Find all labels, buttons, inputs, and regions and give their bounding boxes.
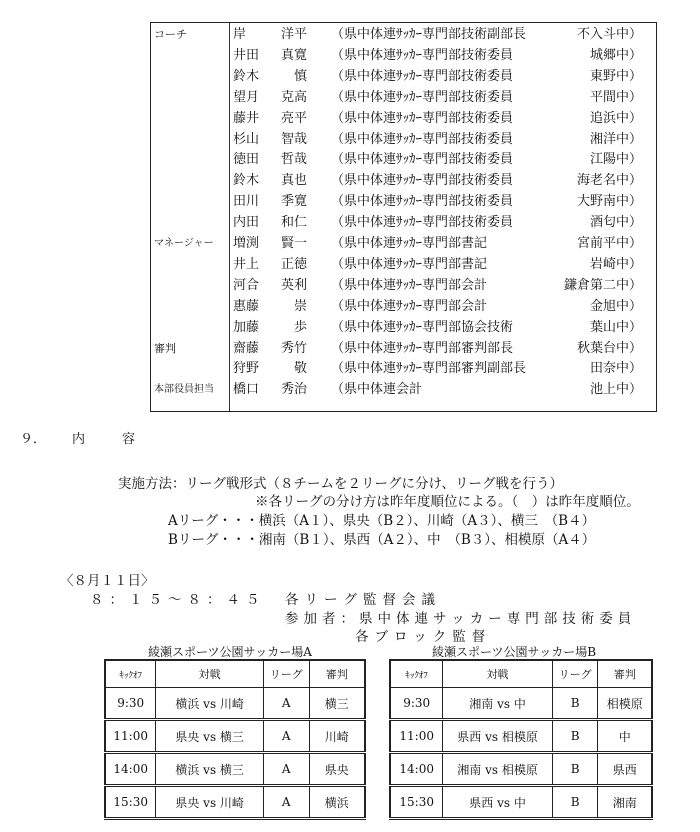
staff-role: 審判 xyxy=(154,341,176,355)
table-cell: 15:30 xyxy=(390,786,443,819)
staff-post: （県中体連ｻｯｶｰ専門部書記 xyxy=(331,236,488,251)
staff-given-name: 洋平 xyxy=(280,27,307,42)
staff-name xyxy=(233,191,307,213)
table-cell: A xyxy=(263,688,309,720)
table-cell: 県西 vs 中 xyxy=(443,786,552,819)
staff-school: 東野中） xyxy=(589,68,642,84)
staff-row xyxy=(151,275,656,297)
table-cell: B xyxy=(552,720,598,753)
table-header-cell: リーグ xyxy=(263,660,309,688)
staff-school: 秋葉台中） xyxy=(576,340,642,356)
staff-post: （県中体連ｻｯｶｰ専門部技術委員 xyxy=(331,89,514,105)
staff-name xyxy=(233,66,307,88)
staff-name xyxy=(233,317,307,339)
staff-given-name: 季寛 xyxy=(280,194,307,210)
staff-family-name: 杉山 xyxy=(233,131,260,147)
table-header-row xyxy=(390,660,652,688)
staff-name xyxy=(233,338,307,360)
staff-school: 金旭中） xyxy=(589,298,642,314)
table-cell: 県央 vs 川崎 xyxy=(156,786,263,819)
staff-family-name: 鈴木 xyxy=(233,68,260,84)
staff-given-name: 真寛 xyxy=(280,47,307,63)
schedule-time: ８：１５～８：４５ xyxy=(90,592,266,608)
staff-post: （県中体連ｻｯｶｰ専門部会計 xyxy=(331,277,488,293)
table-cell: 9:30 xyxy=(390,688,443,720)
table-cell: B xyxy=(552,753,598,786)
staff-row xyxy=(151,24,656,46)
staff-family-name: 岸 xyxy=(233,27,247,42)
staff-post: （県中体連ｻｯｶｰ専門部書記 xyxy=(331,256,488,272)
staff-row xyxy=(151,66,656,88)
staff-row xyxy=(151,317,656,339)
table-cell: 県央 vs 横三 xyxy=(156,720,263,753)
table-header-cell: リーグ xyxy=(552,660,598,688)
staff-name xyxy=(233,379,307,401)
staff-family-name: 齋藤 xyxy=(233,340,260,356)
table-header-cell: ｷｯｸｵﾌ xyxy=(390,660,443,688)
staff-given-name: 敬 xyxy=(293,361,307,377)
schedule-date: 〈８月１１日〉 xyxy=(60,573,155,589)
staff-school: 岩崎中） xyxy=(589,256,642,272)
staff-given-name: 慎 xyxy=(293,68,307,84)
league-a-line: Aリーグ・・・横浜（A１）、県央（B２）、川崎（A３）、横三 （B４） xyxy=(168,513,596,529)
table-header-cell: 審判 xyxy=(309,660,365,688)
staff-post: （県中体連ｻｯｶｰ専門部技術委員 xyxy=(331,68,514,84)
staff-row xyxy=(151,212,656,234)
staff-family-name: 藤井 xyxy=(233,110,260,126)
staff-post: （県中体連ｻｯｶｰ専門部技術委員 xyxy=(331,173,514,189)
table-cell: 湘南 xyxy=(598,786,652,819)
match-table-b xyxy=(389,659,653,820)
staff-name xyxy=(233,24,307,46)
staff-school: 池上中） xyxy=(589,382,642,398)
staff-given-name: 賢一 xyxy=(280,236,307,251)
staff-row xyxy=(151,149,656,171)
staff-given-name: 英利 xyxy=(280,277,307,293)
section-title-part1: 内 xyxy=(72,432,86,447)
staff-row xyxy=(151,338,656,360)
staff-role: マネージャー xyxy=(154,238,214,249)
staff-family-name: 橋口 xyxy=(233,382,260,398)
table-cell: 14:00 xyxy=(105,753,156,786)
staff-family-name: 井田 xyxy=(233,47,260,63)
staff-name xyxy=(233,45,307,67)
table-cell: 横浜 vs 横三 xyxy=(156,753,263,786)
staff-school: 海老名中） xyxy=(576,173,642,189)
staff-post: （県中体連ｻｯｶｰ専門部技術副部長 xyxy=(331,27,527,42)
table-cell: 11:00 xyxy=(390,720,443,753)
schedule-event: 各リーグ監督会議 xyxy=(285,592,441,608)
table-row xyxy=(390,753,652,786)
staff-school: 宮前平中） xyxy=(576,236,642,251)
staff-role: 本部役員担当 xyxy=(154,384,214,396)
table-cell: 9:30 xyxy=(105,688,156,720)
staff-given-name: 克高 xyxy=(280,89,307,105)
staff-family-name: 井上 xyxy=(233,256,260,272)
staff-table xyxy=(150,22,657,412)
staff-name xyxy=(233,275,307,297)
table-cell: 県西 xyxy=(598,753,652,786)
staff-family-name: 河合 xyxy=(233,277,260,293)
staff-family-name: 鈴木 xyxy=(233,173,260,189)
match-table-a xyxy=(104,659,366,820)
table-cell: A xyxy=(263,786,309,819)
table-cell: 中 xyxy=(598,720,652,753)
staff-family-name: 惠藤 xyxy=(233,298,260,314)
staff-row xyxy=(151,170,656,192)
staff-school: 大野南中） xyxy=(576,194,642,210)
staff-post: （県中体連会計 xyxy=(331,382,423,398)
table-cell: 横三 xyxy=(309,688,365,720)
staff-post: （県中体連ｻｯｶｰ専門部審判副部長 xyxy=(331,361,527,377)
staff-school: 城郷中） xyxy=(589,47,642,63)
table-cell: 横浜 xyxy=(309,786,365,819)
staff-school: 湘洋中） xyxy=(589,131,642,147)
venue-a-title: 綾瀬スポーツ公園サッカー場A xyxy=(148,645,312,659)
staff-family-name: 田川 xyxy=(233,194,260,210)
table-cell: A xyxy=(263,753,309,786)
table-row xyxy=(390,688,652,720)
staff-school: 不入斗中） xyxy=(576,27,642,42)
section-title-part2: 容 xyxy=(122,432,136,447)
staff-given-name: 秀竹 xyxy=(280,340,307,356)
staff-family-name: 狩野 xyxy=(233,361,260,377)
staff-role: コーチ xyxy=(154,28,187,41)
staff-family-name: 内田 xyxy=(233,215,260,231)
method-line: 実施方法：リーグ戦形式（８チームを２リーグに分け、リーグ戦を行う） xyxy=(118,476,563,492)
staff-name xyxy=(233,149,307,171)
staff-row xyxy=(151,379,656,401)
staff-school: 江陽中） xyxy=(589,152,642,168)
staff-post: （県中体連ｻｯｶｰ専門部技術委員 xyxy=(331,131,514,147)
table-cell: A xyxy=(263,720,309,753)
section-number: ９． xyxy=(20,432,47,447)
staff-given-name: 和仁 xyxy=(280,215,307,231)
staff-name xyxy=(233,87,307,109)
staff-school: 追浜中） xyxy=(589,110,642,126)
staff-post: （県中体連ｻｯｶｰ専門部技術委員 xyxy=(331,152,514,168)
table-header-cell: 対戦 xyxy=(443,660,552,688)
staff-row xyxy=(151,254,656,276)
table-header-cell: 対戦 xyxy=(156,660,263,688)
table-cell: 湘南 vs 中 xyxy=(443,688,552,720)
table-cell: 15:30 xyxy=(105,786,156,819)
staff-given-name: 崇 xyxy=(293,298,307,314)
staff-name xyxy=(233,358,307,380)
staff-row xyxy=(151,233,656,255)
staff-school: 葉山中） xyxy=(589,319,642,335)
staff-school: 酒匂中） xyxy=(589,215,642,231)
staff-row xyxy=(151,129,656,151)
schedule-participants: 参加者：県中体連サッカー専門部技術委員 xyxy=(285,611,637,627)
venue-b-title: 綾瀬スポーツ公園サッカー場B xyxy=(432,645,597,659)
staff-family-name: 望月 xyxy=(233,89,260,105)
table-cell: 11:00 xyxy=(105,720,156,753)
table-cell: 湘南 vs 相模原 xyxy=(443,753,552,786)
table-cell: 川崎 xyxy=(309,720,365,753)
staff-post: （県中体連ｻｯｶｰ専門部技術委員 xyxy=(331,110,514,126)
staff-school: 鎌倉第二中） xyxy=(563,277,642,293)
table-row xyxy=(105,688,365,720)
staff-row xyxy=(151,108,656,130)
table-cell: 県西 vs 相模原 xyxy=(443,720,552,753)
staff-post: （県中体連ｻｯｶｰ専門部技術委員 xyxy=(331,47,514,63)
table-row xyxy=(105,786,365,819)
table-cell: 14:00 xyxy=(390,753,443,786)
table-cell: 県央 xyxy=(309,753,365,786)
staff-post: （県中体連ｻｯｶｰ専門部技術委員 xyxy=(331,194,514,210)
staff-post: （県中体連ｻｯｶｰ専門部審判部長 xyxy=(331,340,514,356)
table-row xyxy=(390,720,652,753)
staff-name xyxy=(233,254,307,276)
table-row xyxy=(105,720,365,753)
staff-row xyxy=(151,358,656,380)
staff-given-name: 真也 xyxy=(280,173,307,189)
staff-row xyxy=(151,191,656,213)
staff-school: 平間中） xyxy=(589,89,642,105)
schedule-participants-2: 各ブロック監督 xyxy=(355,629,492,645)
table-cell: 相模原 xyxy=(598,688,652,720)
staff-family-name: 徳田 xyxy=(233,152,260,168)
staff-post: （県中体連ｻｯｶｰ専門部技術委員 xyxy=(331,215,514,231)
table-cell: B xyxy=(552,688,598,720)
table-header-cell: ｷｯｸｵﾌ xyxy=(105,660,156,688)
staff-given-name: 亮平 xyxy=(280,110,307,126)
staff-post: （県中体連ｻｯｶｰ専門部協会技術 xyxy=(331,319,514,335)
staff-name xyxy=(233,129,307,151)
staff-name xyxy=(233,296,307,318)
staff-given-name: 智哉 xyxy=(280,131,307,147)
table-cell: 横浜 vs 川崎 xyxy=(156,688,263,720)
table-cell: B xyxy=(552,786,598,819)
table-header-row xyxy=(105,660,365,688)
league-b-line: Bリーグ・・・湘南（B１）、県西（A２）、中 （B３）、相模原（A４） xyxy=(168,532,596,548)
staff-name xyxy=(233,233,307,255)
staff-given-name: 哲哉 xyxy=(280,152,307,168)
staff-row xyxy=(151,87,656,109)
staff-family-name: 加藤 xyxy=(233,319,260,335)
staff-name xyxy=(233,212,307,234)
staff-given-name: 歩 xyxy=(293,319,307,335)
staff-row xyxy=(151,45,656,67)
table-row xyxy=(390,786,652,819)
staff-row xyxy=(151,296,656,318)
table-row xyxy=(105,753,365,786)
staff-name xyxy=(233,108,307,130)
staff-post: （県中体連ｻｯｶｰ専門部会計 xyxy=(331,298,488,314)
table-header-cell: 審判 xyxy=(598,660,652,688)
staff-name xyxy=(233,170,307,192)
staff-family-name: 増渕 xyxy=(233,236,260,251)
staff-given-name: 秀治 xyxy=(280,382,307,398)
staff-school: 田奈中） xyxy=(589,361,642,377)
staff-given-name: 正徳 xyxy=(280,256,307,272)
method-note: ※各リーグの分け方は昨年度順位による。（ ）は昨年度順位。 xyxy=(255,494,640,510)
